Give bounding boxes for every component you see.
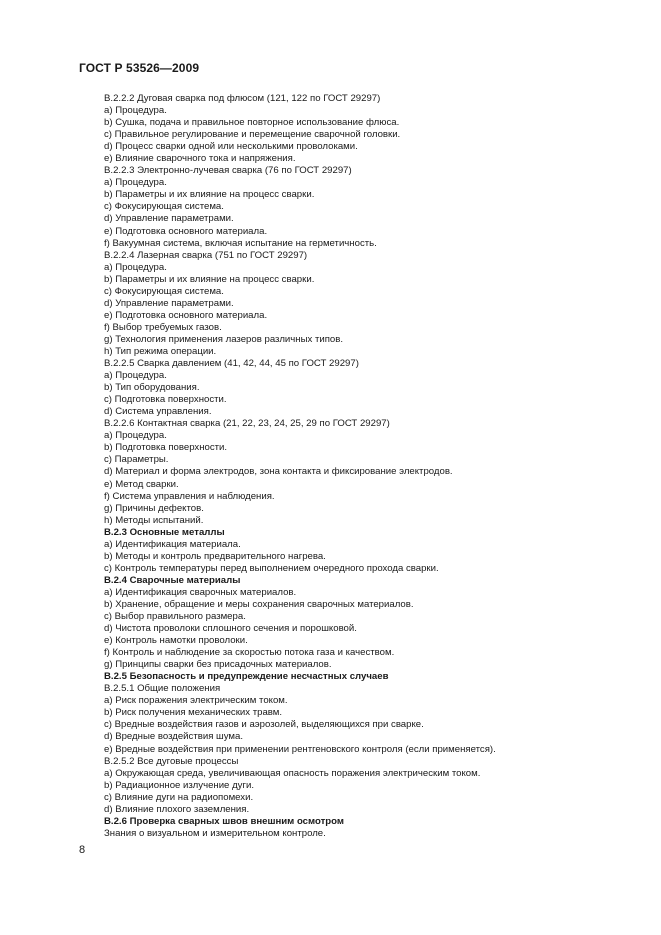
text-line: b) Подготовка поверхности. <box>104 442 228 454</box>
text-line: f) Система управления и наблюдения. <box>104 490 275 502</box>
text-line: g) Принципы сварки без присадочных материалов. <box>104 659 332 671</box>
text-line: b) Хранение, обращение и меры сохранения сварочных материалов. <box>104 598 414 610</box>
text-line: B.2.5.2 Все дуговые процессы <box>104 755 239 767</box>
text-line: B.2.2.4 Лазерная сварка (751 по ГОСТ 29297) <box>104 249 308 261</box>
text-line: b) Риск получения механических травм. <box>104 707 283 719</box>
text-line: c) Влияние дуги на радиопомехи. <box>104 791 254 803</box>
text-line: a) Риск поражения электрическим током. <box>104 695 288 707</box>
text-line: c) Контроль температуры перед выполнением очередного прохода сварки. <box>104 562 439 574</box>
text-line: c) Фокусирующая система. <box>104 201 224 213</box>
text-line: a) Идентификация сварочных материалов. <box>104 586 297 598</box>
text-line: c) Выбор правильного размера. <box>104 611 246 623</box>
text-line: d) Управление параметрами. <box>104 297 234 309</box>
text-line: a) Процедура. <box>104 261 167 273</box>
text-line: d) Влияние плохого заземления. <box>104 803 250 815</box>
text-line: e) Метод сварки. <box>104 478 179 490</box>
section-heading: B.2.3 Основные металлы <box>104 526 225 538</box>
text-line: b) Сушка, подача и правильное повторное использование флюса. <box>104 117 400 129</box>
text-line: h) Тип режима операции. <box>104 345 217 357</box>
text-line: g) Причины дефектов. <box>104 502 204 514</box>
text-line: e) Влияние сварочного тока и напряжения. <box>104 153 296 165</box>
section-heading: B.2.5 Безопасность и предупреждение несчастных случаев <box>104 671 389 683</box>
text-line: h) Методы испытаний. <box>104 514 204 526</box>
text-line: B.2.2.2 Дуговая сварка под флюсом (121, 122 по ГОСТ 29297) <box>104 93 381 104</box>
text-line: b) Тип оборудования. <box>104 382 200 394</box>
section-heading: B.2.6 Проверка сварных швов внешним осмотром <box>104 815 344 827</box>
text-line: a) Процедура. <box>104 177 167 189</box>
document-body <box>104 93 604 840</box>
page-number: 8 <box>79 844 86 856</box>
text-line: b) Параметры и их влияние на процесс сварки. <box>104 273 315 285</box>
text-line: a) Процедура. <box>104 370 167 382</box>
text-line: e) Подготовка основного материала. <box>104 225 268 237</box>
text-line: a) Идентификация материала. <box>104 538 241 550</box>
text-line: d) Процесс сварки одной или несколькими проволоками. <box>104 141 358 153</box>
text-line: B.2.5.1 Общие положения <box>104 683 221 695</box>
text-line: d) Вредные воздействия шума. <box>104 731 244 743</box>
text-line: d) Управление параметрами. <box>104 213 234 225</box>
text-line: f) Выбор требуемых газов. <box>104 321 222 333</box>
text-line: f) Контроль и наблюдение за скоростью потока газа и качеством. <box>104 647 395 659</box>
text-line: b) Параметры и их влияние на процесс сварки. <box>104 189 315 201</box>
text-line: e) Контроль намотки проволоки. <box>104 635 248 647</box>
text-line: a) Процедура. <box>104 105 167 117</box>
text-line: c) Параметры. <box>104 454 169 466</box>
text-line: f) Вакуумная система, включая испытание на герметичность. <box>104 237 377 249</box>
text-line: a) Процедура. <box>104 430 167 442</box>
text-line: b) Радиационное излучение дуги. <box>104 779 254 791</box>
document-header: ГОСТ Р 53526—2009 <box>79 61 200 75</box>
text-line: Знания о визуальном и измерительном контроле. <box>104 827 326 839</box>
text-line: d) Чистота проволоки сплошного сечения и порошковой. <box>104 623 357 635</box>
text-line: d) Материал и форма электродов, зона контакта и фиксирование электродов. <box>104 466 453 478</box>
section-heading: B.2.4 Сварочные материалы <box>104 574 241 586</box>
text-line: a) Окружающая среда, увеличивающая опасность поражения электрическим током. <box>104 767 481 779</box>
text-line: B.2.2.6 Контактная сварка (21, 22, 23, 24, 25, 29 по ГОСТ 29297) <box>104 418 390 430</box>
text-line: d) Система управления. <box>104 406 212 418</box>
text-line: c) Правильное регулирование и перемещение сварочной головки. <box>104 129 401 141</box>
text-line: B.2.2.3 Электронно-лучевая сварка (76 по ГОСТ 29297) <box>104 165 352 177</box>
text-line: c) Вредные воздействия газов и аэрозолей, выделяющихся при сварке. <box>104 719 424 731</box>
text-line: B.2.2.5 Сварка давлением (41, 42, 44, 45 по ГОСТ 29297) <box>104 358 359 370</box>
text-line: c) Фокусирующая система. <box>104 285 224 297</box>
text-line: e) Вредные воздействия при применении рентгеновского контроля (если применяется). <box>104 743 496 755</box>
text-line: g) Технология применения лазеров различных типов. <box>104 333 343 345</box>
text-line: e) Подготовка основного материала. <box>104 309 268 321</box>
text-line: b) Методы и контроль предварительного нагрева. <box>104 550 326 562</box>
text-line: c) Подготовка поверхности. <box>104 394 227 406</box>
